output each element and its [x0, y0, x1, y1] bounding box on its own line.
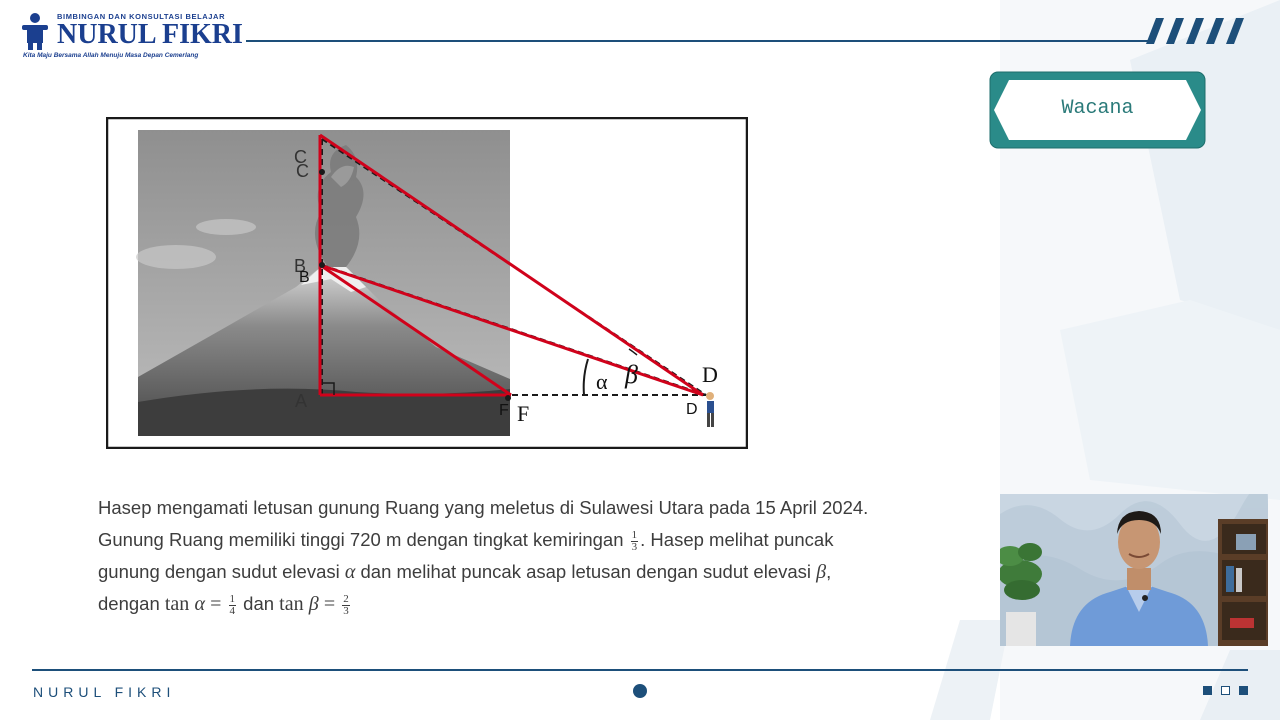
alpha-symbol: α [344, 561, 356, 583]
problem-line-3-text-mid: dan melihat puncak asap letusan dengan sudut elevasi [355, 561, 817, 582]
tan-alpha-numerator: 1 [229, 592, 236, 605]
page-indicator-dot [633, 684, 647, 698]
point-label-d-small: D [686, 401, 698, 418]
point-label-b-dup: B [299, 269, 310, 286]
problem-line-2-text-end: . Hasep melihat puncak [640, 529, 834, 550]
tan-beta-denominator: 3 [343, 604, 349, 617]
nav-square-2 [1221, 686, 1230, 695]
tan-function-2: tan [279, 593, 304, 615]
problem-line-4-text: dengan [98, 593, 165, 614]
point-label-c: C [294, 147, 307, 167]
point-label-f: F [499, 402, 509, 419]
wacana-button[interactable] [989, 71, 1206, 149]
problem-line-4 [98, 588, 988, 620]
point-label-d: D [702, 362, 718, 387]
equals-sign-2: = [323, 593, 336, 615]
wacana-label: Wacana [1061, 97, 1134, 120]
presenter-video [1000, 494, 1268, 646]
footer-brand: NURUL FIKRI [33, 684, 176, 700]
tan-beta-symbol: β [308, 593, 319, 615]
point-label-b: B [294, 256, 307, 276]
equals-sign: = [210, 593, 222, 615]
point-label-a: A [295, 391, 308, 411]
slope-fraction [631, 530, 639, 553]
header-divider [246, 40, 1136, 42]
problem-line-1 [98, 492, 988, 524]
beta-label: β [625, 360, 638, 389]
tan-beta-numerator: 2 [343, 592, 349, 605]
problem-text [98, 492, 988, 620]
nurul-fikri-logo [20, 10, 243, 62]
problem-line-1-text: Hasep mengamati letusan gunung Ruang yang meletus di Sulawesi Utara pada 15 April 2024. [98, 497, 869, 518]
logo-subtitle: BIMBINGAN DAN KONSULTASI BELAJAR [57, 12, 226, 21]
slope-numerator: 1 [631, 528, 638, 541]
problem-line-3-text: gunung dengan sudut elevasi [98, 561, 345, 582]
volcano-elevation-diagram [106, 117, 748, 449]
tan-alpha-symbol: α [194, 593, 205, 615]
nav-square-3 [1239, 686, 1248, 695]
slash-stripes-decoration [1136, 18, 1248, 44]
problem-line-4-and: dan [238, 593, 280, 614]
problem-line-2-text: Gunung Ruang memiliki tinggi 720 m dengan tingkat kemiringan [98, 529, 629, 550]
logo-tagline: Kita Maju Bersama Allah Menuju Masa Depan Cemerlang [23, 52, 199, 59]
beta-symbol: β [816, 561, 827, 583]
alpha-label: α [596, 369, 608, 394]
logo-title: NURUL FIKRI [57, 19, 243, 50]
nav-square-1 [1203, 686, 1212, 695]
problem-line-3-comma: , [826, 561, 832, 582]
tan-alpha-denominator: 4 [229, 604, 236, 617]
person-logo-icon [20, 12, 50, 50]
problem-line-3 [98, 556, 988, 588]
tan-alpha-fraction [229, 594, 237, 617]
point-label-f-large: F [517, 401, 530, 426]
footer-divider [32, 669, 1248, 671]
observer-figure [706, 392, 714, 427]
tan-beta-fraction [342, 594, 350, 617]
problem-line-2 [98, 524, 988, 556]
point-label-c-dup: C [296, 161, 309, 181]
slope-denominator: 3 [631, 540, 638, 553]
tan-function: tan [164, 593, 190, 615]
